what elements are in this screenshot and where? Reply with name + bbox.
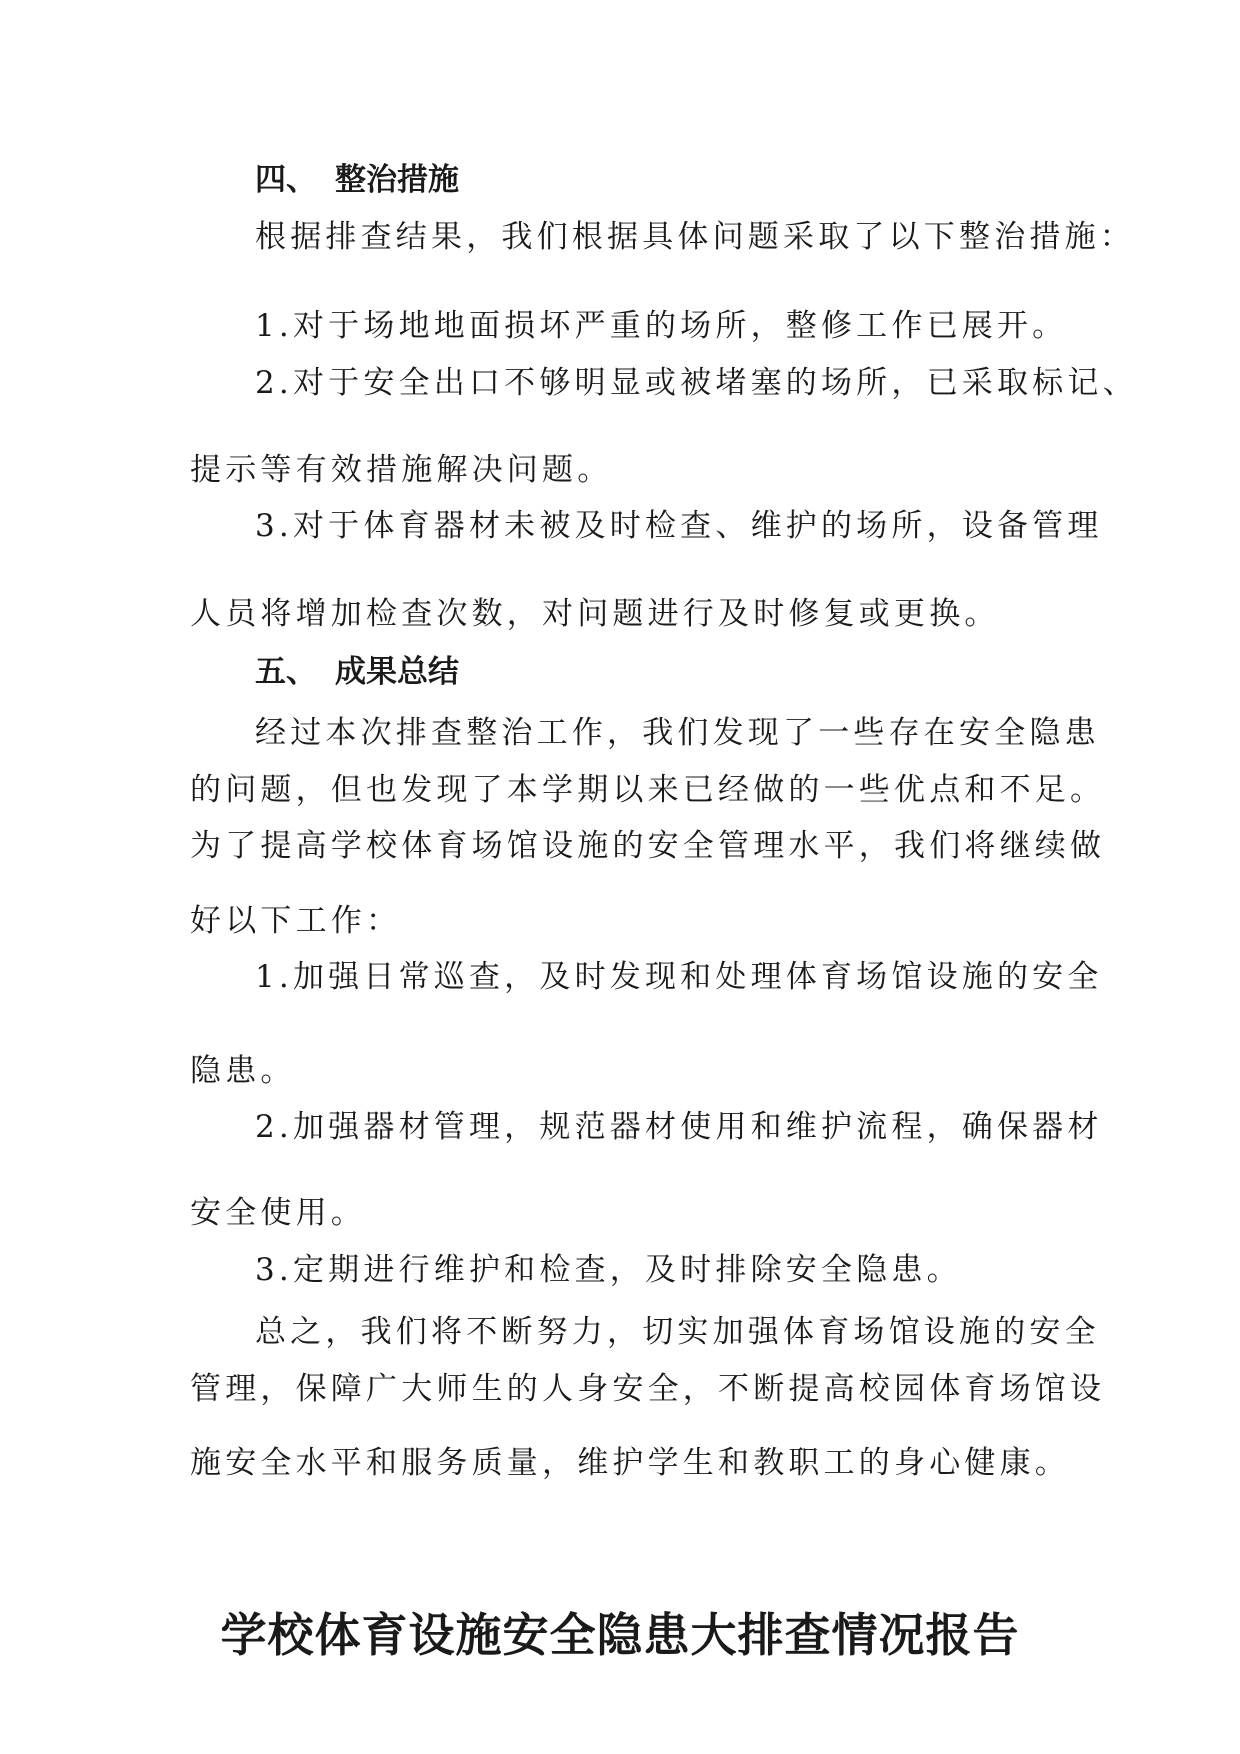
paragraph-line: 好以下工作：	[190, 903, 402, 939]
paragraph-line: 总之，我们将不断努力，切实加强体育场馆设施的安全	[255, 1314, 1100, 1350]
section-5-number: 五、	[255, 654, 317, 690]
paragraph-line: 人员将增加检查次数，对问题进行及时修复或更换。	[190, 596, 1000, 632]
report-title: 学校体育设施安全隐患大排查情况报告	[220, 1608, 1020, 1662]
paragraph-line: 根据排查结果，我们根据具体问题采取了以下整治措施：	[255, 219, 1135, 255]
paragraph-line: 的问题，但也发现了本学期以来已经做的一些优点和不足。	[190, 772, 1106, 808]
paragraph-line: 经过本次排查整治工作，我们发现了一些存在安全隐患	[255, 715, 1100, 751]
section-4-title: 整治措施	[335, 162, 459, 198]
section-4-heading	[255, 162, 459, 198]
paragraph-line: 3.定期进行维护和检查，及时排除安全隐患。	[255, 1252, 962, 1288]
paragraph-line: 为了提高学校体育场馆设施的安全管理水平，我们将继续做	[190, 828, 1106, 864]
paragraph-line: 施安全水平和服务质量，维护学生和教职工的身心健康。	[190, 1445, 1070, 1481]
paragraph-line: 1.加强日常巡查，及时发现和处理体育场馆设施的安全	[255, 959, 1103, 995]
paragraph-line: 管理，保障广大师生的人身安全，不断提高校园体育场馆设	[190, 1371, 1106, 1407]
section-5-title: 成果总结	[335, 654, 459, 690]
paragraph-line: 安全使用。	[190, 1195, 366, 1231]
paragraph-line: 3.对于体育器材未被及时检查、维护的场所，设备管理	[255, 508, 1103, 544]
paragraph-line: 2.加强器材管理，规范器材使用和维护流程，确保器材	[255, 1109, 1103, 1145]
paragraph-line: 隐患。	[190, 1053, 296, 1089]
paragraph-line: 1.对于场地地面损坏严重的场所，整修工作已展开。	[255, 308, 1068, 344]
section-4-number: 四、	[255, 162, 317, 198]
paragraph-line: 提示等有效措施解决问题。	[190, 452, 613, 488]
paragraph-line: 2.对于安全出口不够明显或被堵塞的场所，已采取标记、	[255, 365, 1138, 401]
section-5-heading	[255, 654, 459, 690]
